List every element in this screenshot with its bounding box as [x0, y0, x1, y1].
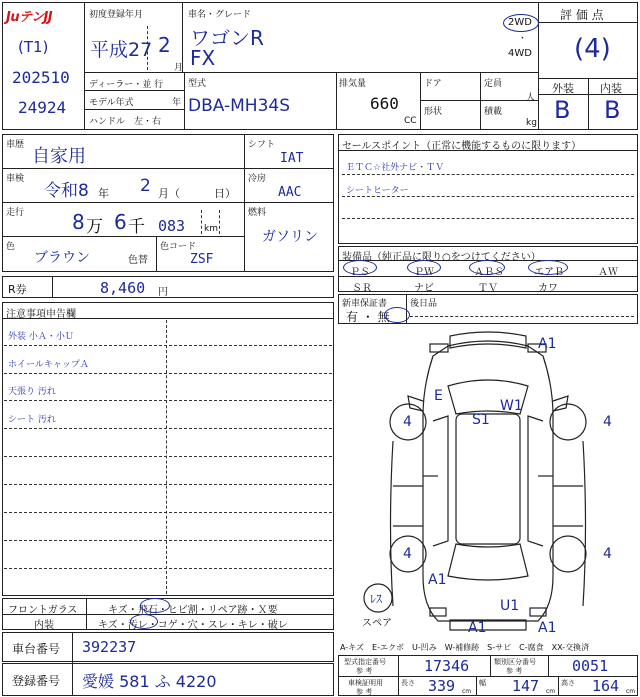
fuel-label: 燃料 — [248, 208, 267, 218]
interior-circle — [130, 614, 158, 629]
plate-value: 愛媛 581 ふ 4220 — [82, 672, 217, 691]
damage-mark-a1-front: A1 — [538, 336, 557, 352]
type-number-value: 17346 — [424, 657, 470, 675]
sales-points-label: セールスポイント（正常に機能するものに限ります） — [342, 141, 582, 152]
length-value: 339 — [428, 677, 456, 695]
registration-era: 平成27 — [90, 39, 153, 61]
car-name-label: 車名・グレード — [188, 10, 252, 20]
width-label: 幅 — [479, 679, 486, 687]
sales-point-2: シートヒーター — [346, 186, 409, 196]
load-unit: kg — [526, 118, 537, 128]
warranty-value: 有 ・ 無 — [346, 310, 390, 324]
handle-label: ハンドル 左・右 — [89, 117, 162, 127]
type-ref-label: 参 考 — [356, 667, 373, 675]
warranty-label: 新車保証書 — [342, 299, 388, 309]
repaint-label: 色替 — [128, 255, 148, 266]
mileage-man: 8 — [72, 210, 85, 234]
note-1: 外装 小Ａ・小Ｕ — [8, 332, 74, 342]
mileage-unit: km — [204, 224, 218, 234]
history-label: 車歴 — [6, 140, 25, 150]
load-label: 積載 — [484, 107, 503, 117]
circle-abs — [469, 260, 505, 275]
lot-code: (T1) — [18, 38, 49, 56]
color-value: ブラウン — [34, 250, 90, 266]
displacement-value: 660 — [370, 94, 399, 113]
exterior-label: 外装 — [552, 82, 574, 95]
brand-logo — [6, 6, 78, 26]
class-number-label: 類別区分番号 — [494, 658, 536, 666]
inspection-label: 車検 — [6, 174, 25, 184]
inspection-month: 2 — [140, 176, 151, 196]
exterior-grade: B — [554, 96, 571, 124]
displacement-label: 排気量 — [339, 79, 367, 89]
cert-label: 車検証明用 — [348, 679, 383, 687]
drive-2wd: 2WD — [508, 17, 532, 28]
mileage-sen: 6 — [114, 210, 127, 234]
ac-label: 冷房 — [248, 174, 267, 184]
equip-abs: ＡＢＳ — [474, 267, 504, 278]
equip-navi: ナビ — [414, 283, 434, 294]
circle-airbag — [528, 260, 568, 275]
rating-label: 評 価 点 — [560, 8, 604, 22]
capacity-label: 定員 — [484, 79, 503, 89]
mileage-label: 走行 — [6, 208, 25, 218]
circle-ps — [343, 260, 377, 275]
shift-value: IAT — [280, 151, 304, 166]
length-label: 長さ — [401, 679, 415, 687]
recycle-unit: 円 — [158, 287, 168, 298]
model-year-label: モデル年式 — [89, 98, 134, 108]
damage-mark-a1-left: A1 — [428, 572, 447, 588]
logo-text: JuテンJJ — [6, 10, 53, 25]
damage-mark-a1-rear-left: A1 — [468, 620, 487, 636]
class-ref-label: 参 考 — [506, 667, 523, 675]
ac-value: AAC — [278, 185, 302, 200]
interior-row-label: 内装 — [34, 620, 54, 631]
shape-label: 形状 — [424, 107, 443, 117]
model-year-unit: 年 — [172, 98, 182, 108]
capacity-unit: 人 — [526, 93, 536, 103]
vehicle-number-label: 車台番号 — [12, 642, 61, 656]
lot-number: 24924 — [18, 98, 67, 117]
width-value: 147 — [512, 677, 540, 695]
equip-aw: ＡＷ — [598, 267, 618, 278]
type-number-label: 型式指定番号 — [344, 658, 386, 666]
doors-label: ドア — [424, 79, 442, 89]
circle-pw — [407, 260, 441, 275]
equip-airbag: エアＢ — [534, 267, 564, 278]
registration-month-unit: 月 — [174, 63, 184, 73]
wheel-mark-rr: 4 — [603, 546, 612, 562]
model-label: 型式 — [188, 79, 207, 89]
registration-label: 初度登録年月 — [89, 10, 144, 20]
inspection-day-unit: 日） — [214, 187, 236, 200]
damage-mark-s1: S1 — [472, 412, 490, 428]
note-3: 天張り 汚れ — [8, 387, 56, 397]
spare-mark: ﾚｽ — [370, 592, 383, 606]
equip-sr: ＳＲ — [352, 283, 372, 294]
interior-grade: B — [604, 96, 621, 124]
interior-row-value: キズ・汚レ・コゲ・穴・スレ・キレ・破レ — [98, 620, 288, 631]
drive-dot: ・ — [518, 34, 528, 44]
cert-ref-label: 参 考 — [356, 688, 373, 696]
mileage-sen-unit: 千 — [128, 217, 145, 237]
equip-ps: ＰＳ — [350, 267, 370, 278]
color-code: ZSF — [190, 252, 214, 267]
width-unit: cm — [546, 688, 556, 695]
recycle-label: R券 — [8, 283, 27, 296]
fuel-value: ガソリン — [262, 229, 318, 245]
spare-label: スペア — [362, 618, 392, 629]
damage-mark-u1: U1 — [500, 598, 520, 614]
dealer-label: ディーラー・並 行 — [89, 80, 164, 90]
note-4: シート 汚れ — [8, 415, 56, 425]
damage-mark-w1: W1 — [500, 398, 523, 414]
length-unit: cm — [462, 688, 472, 695]
model-value: DBA-MH34S — [188, 96, 291, 116]
rating-score: (4) — [574, 34, 611, 64]
damage-mark-a1-rear-right: A1 — [538, 620, 557, 636]
car-diagram — [338, 326, 638, 638]
registration-month: 2 — [158, 33, 171, 57]
height-label: 高さ — [561, 679, 575, 687]
damage-mark-e: E — [434, 388, 443, 404]
interior-label: 内装 — [600, 82, 622, 95]
wheel-mark-rl: 4 — [403, 546, 412, 562]
windshield-value: キズ・飛石・ヒビ割・リペア跡・Ｘ要 — [108, 605, 278, 616]
equip-pw: ＰＷ — [414, 267, 434, 278]
notes-label: 注意事項申告欄 — [6, 309, 76, 320]
date-code: 202510 — [12, 68, 70, 87]
drive-4wd: 4WD — [508, 48, 532, 59]
equipment-label: 装備品（純正品に限り○をつけてください） — [342, 252, 541, 263]
color-label: 色 — [6, 242, 16, 252]
mileage-rest: 083 — [158, 217, 186, 235]
windshield-circle — [140, 598, 170, 613]
windshield-label: フロントガラス — [8, 605, 78, 616]
displacement-unit: CC — [404, 116, 417, 126]
notes-section — [2, 302, 334, 596]
equip-tv: ＴＶ — [478, 283, 498, 294]
height-unit: cm — [626, 688, 636, 695]
inspection-month-unit: 月（ — [158, 187, 180, 200]
inspection-year-unit: 年 — [98, 187, 109, 200]
color-code-label: 色コード — [160, 242, 197, 252]
vehicle-number-value: 392237 — [82, 638, 137, 656]
after-item-label: 後日品 — [410, 299, 438, 309]
height-value: 164 — [592, 677, 620, 695]
history-value: 自家用 — [32, 146, 86, 167]
note-2: ホイールキャップＡ — [8, 360, 89, 370]
warranty-circle — [384, 307, 410, 323]
equip-leather: カワ — [538, 283, 558, 294]
plate-label: 登録番号 — [12, 674, 61, 688]
car-name: ワゴンR — [190, 26, 264, 50]
class-number-value: 0051 — [572, 657, 609, 675]
wheel-mark-fr: 4 — [603, 414, 612, 430]
sales-point-1: ＥＴＣ☆社外ナビ・ＴＶ — [346, 163, 445, 173]
recycle-value: 8,460 — [100, 279, 146, 297]
wheel-mark-fl: 4 — [403, 414, 412, 430]
damage-legend: A-キズ E-エクボ U-凹み W-補修跡 S-サビ C-腐食 XX-交換済 — [340, 643, 590, 652]
mileage-man-unit: 万 — [86, 217, 103, 237]
shift-label: シフト — [248, 140, 276, 150]
inspection-era: 令和8 — [44, 181, 89, 201]
car-grade: FX — [190, 46, 216, 70]
